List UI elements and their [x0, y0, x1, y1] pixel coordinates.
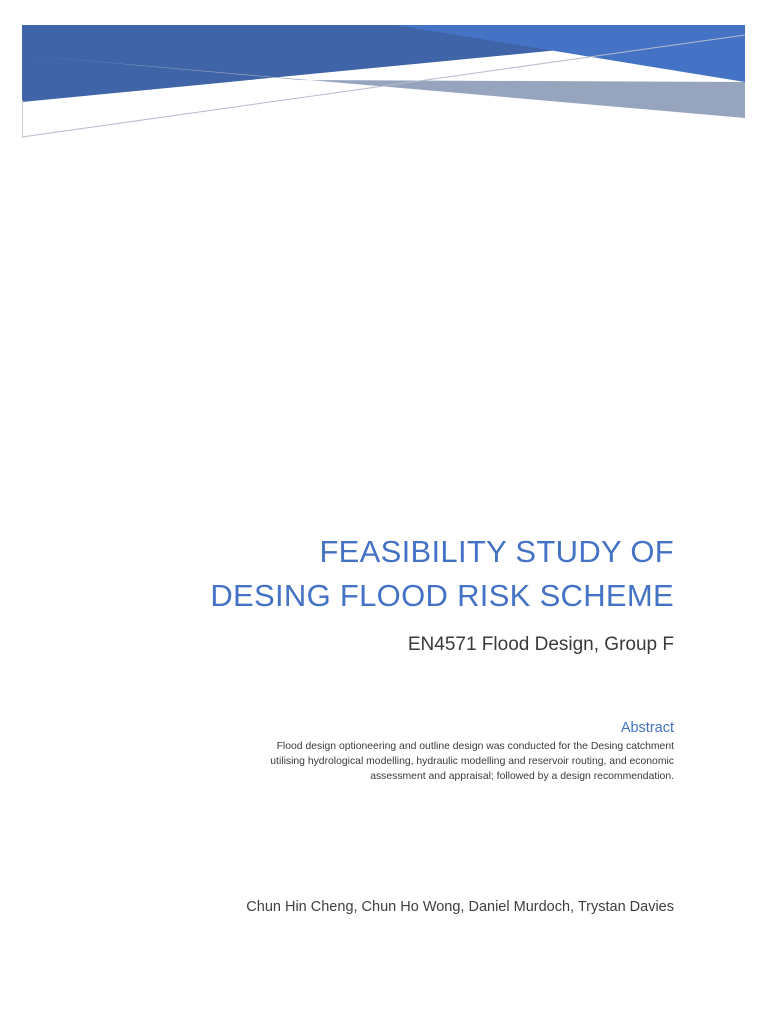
author-list: Chun Hin Cheng, Chun Ho Wong, Daniel Murdoch, Trystan Davies: [246, 899, 674, 915]
document-subtitle: EN4571 Flood Design, Group F: [407, 634, 674, 655]
abstract-line-3: assessment and appraisal; followed by a design recommendation.: [370, 771, 674, 782]
abstract-heading: Abstract: [620, 720, 674, 736]
abstract-line-1: Flood design optioneering and outline design was conducted for the Desing catchment: [276, 741, 674, 752]
title-line-1: FEASIBILITY STUDY OF: [319, 534, 674, 569]
abstract-section: [174, 718, 674, 784]
abstract-body: [174, 739, 674, 784]
title-line-2: DESING FLOOD RISK SCHEME: [210, 578, 674, 613]
header-banner: [0, 0, 768, 150]
title-block: [114, 530, 674, 658]
abstract-line-2: utilising hydrological modelling, hydraulic modelling and reservoir routing, and economic: [270, 756, 674, 767]
